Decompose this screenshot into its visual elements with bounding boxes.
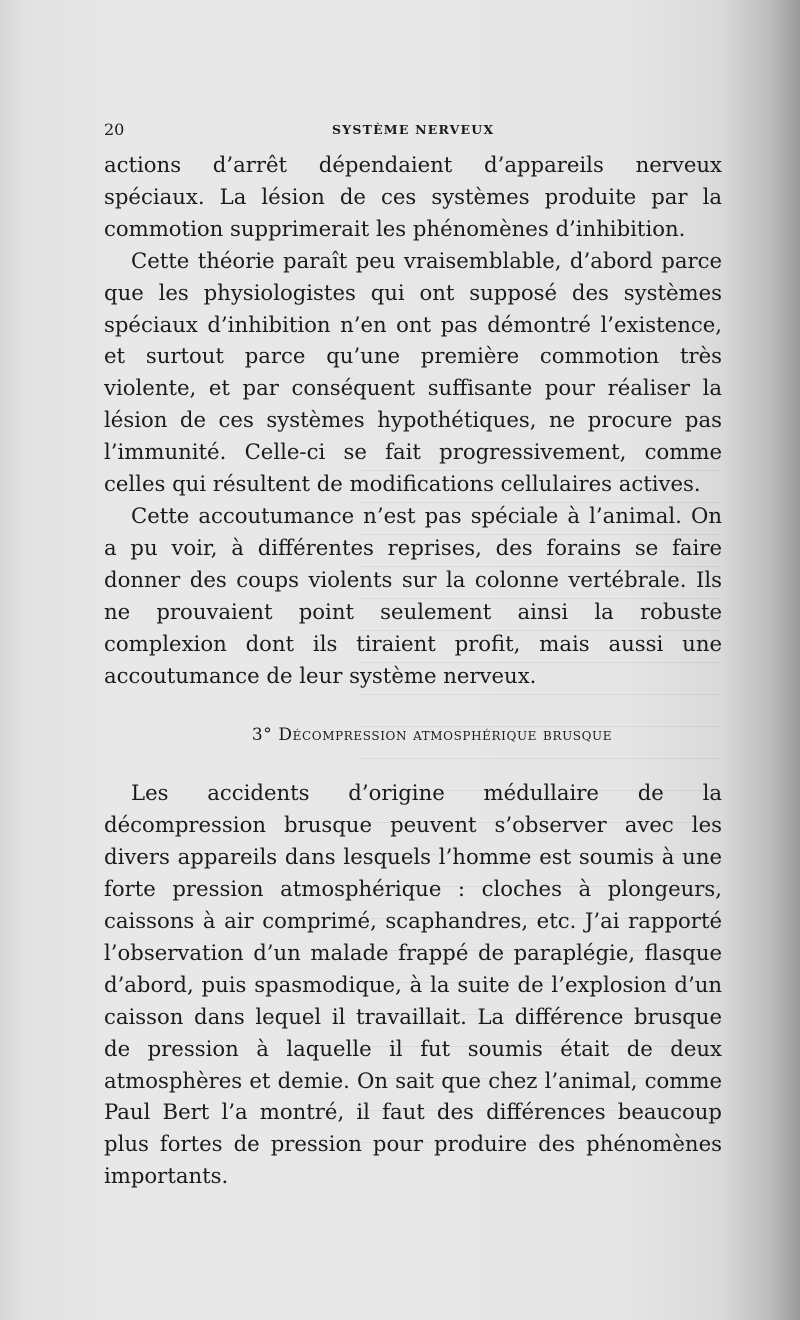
running-title: SYSTÈME NERVEUX [332,122,495,137]
paragraph-decompression: Les accidents d’origine médullaire de la décompression brusque peuvent s’observer avec les divers appareils dans lesquels l’homme est soumis à une forte pression atmosphérique : cloches à plongeurs, caissons à air comprimé, scaphandres, etc. J’ai rapporté l’observation d’un malade frappé de paraplégie, flasque d’abord, puis spasmodique, à la suite de l’explosion d’un caisson dans lequel il travaillait. La différence brusque de pression à laquelle il fut soumis était de deux atmosphères et demie. On sait que chez l’animal, comme Paul Bert l’a montré, il faut des différences beaucoup plus fortes de pression pour produire des phénomènes importants. [104,780,722,1189]
page-number: 20 [104,120,125,139]
running-head [104,120,724,140]
paragraph-continuation: actions d’arrêt dépendaient d’appareils nerveux spéciaux. La lésion de ces systèmes produite par la commotion supprimerait les phénomènes d’inhibition. [104,152,722,241]
paragraph-theory: Cette théorie paraît peu vraisemblable, d’abord parce que les physiologistes qui ont supposé des systèmes spéciaux d’inhibition n’en ont pas démontré l’existence, et surtout parce qu’une première commotion très violente, et par conséquent suffisante pour réaliser la lésion de ces systèmes hypothétiques, ne procure pas l’immunité. Celle-ci se fait progressivement, comme celles qui résultent de modifications cellulaires actives. [104,247,722,497]
paragraph-accoutumance: Cette accoutumance n’est pas spéciale à l’animal. On a pu voir, à différentes reprises, des forains se faire donner des coups violents sur la colonne vertébrale. Ils ne prouvaient point seulement ainsi la robuste complexion dont ils tiraient profit, mais aussi une accoutumance de leur système nerveux. [104,502,722,688]
section-heading: 3° Décompression atmosphérique brusque [251,725,613,746]
body-text [104,149,722,1192]
